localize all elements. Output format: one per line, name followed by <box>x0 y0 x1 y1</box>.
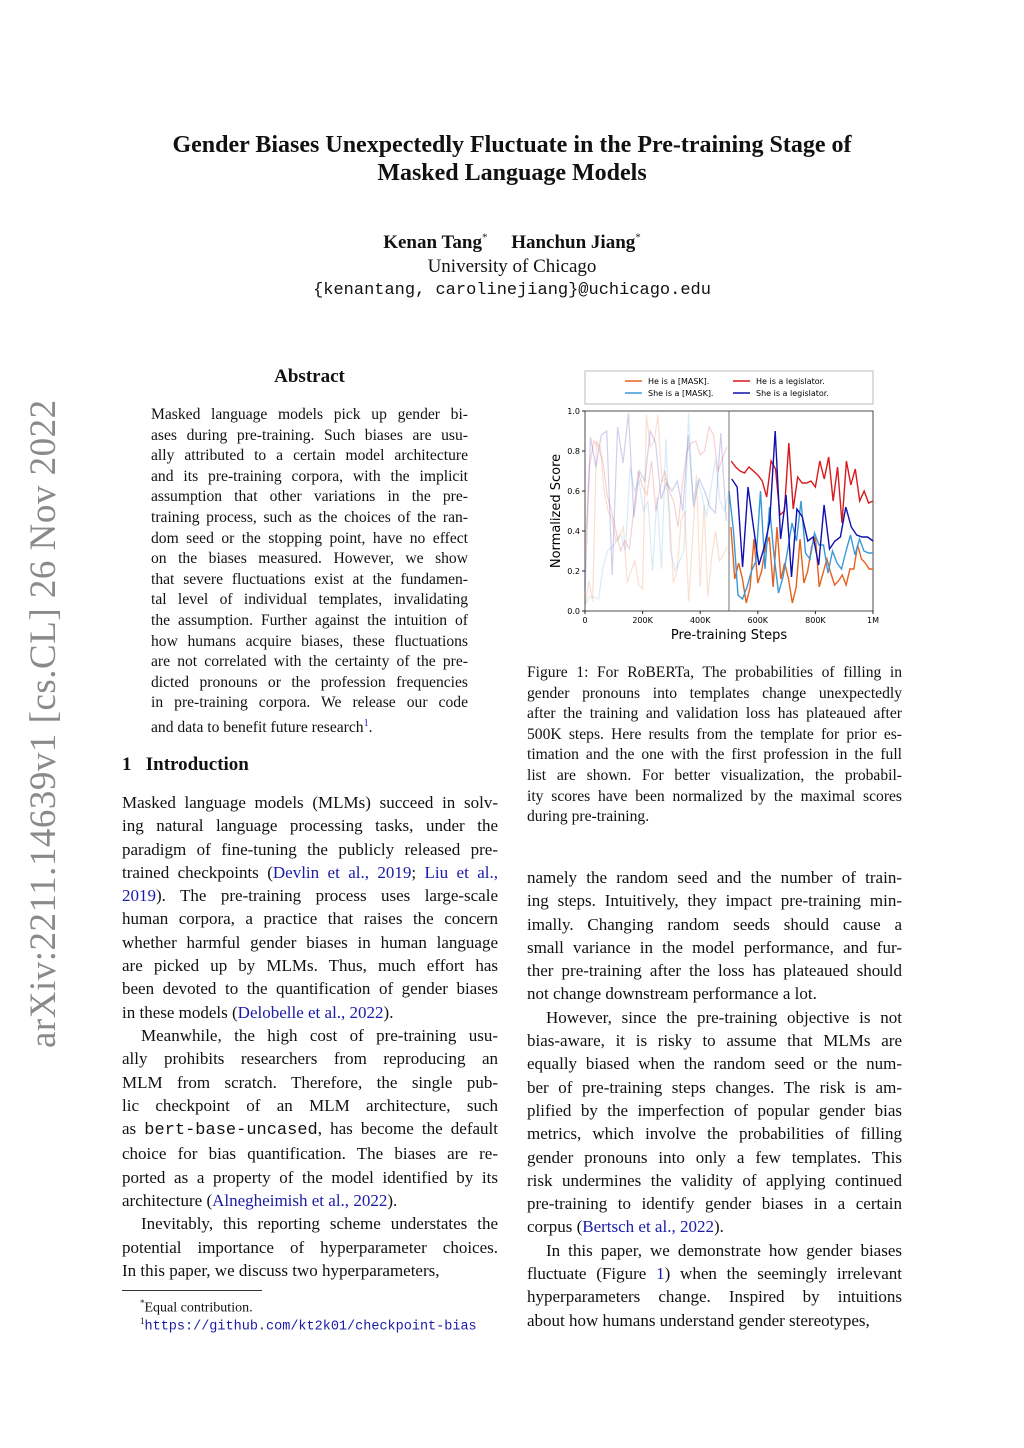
text-line: equally biased when the random seed or the num- <box>527 1054 902 1074</box>
text-line: gender pronouns into templates change unexpectedly <box>527 684 902 702</box>
code-link[interactable]: https://github.com/kt2k01/checkpoint-bias <box>144 1319 477 1335</box>
author-1: Kenan Tang* <box>383 232 488 254</box>
text-line: not change downstream performance a lot. <box>527 984 817 1004</box>
text-line: gender pronouns into only a few templates. This <box>527 1147 902 1167</box>
citation-link[interactable]: Bertsch et al., <box>582 1217 676 1237</box>
text-line: paradigm of fine-tuning the publicly released pre- <box>122 839 498 859</box>
text-line: and data to benefit future research$^1$. <box>151 717 373 737</box>
text-line: timation and the one with the first profession in the full <box>527 746 902 764</box>
x-tick-label: 800K <box>805 616 826 625</box>
section-heading: 1 Introduction <box>122 754 249 775</box>
text-line: Masked language models (MLMs) succeed in solv- <box>122 793 498 812</box>
text-line: ally prohibits researchers from reproducing an <box>122 1049 498 1069</box>
author-block <box>0 226 1024 303</box>
x-tick-label: 0 <box>582 616 588 625</box>
text-line: Masked language models pick up gender bi- <box>151 406 468 423</box>
title-line: Gender Biases Unexpectedly Fluctuate in the Pre-training Stage of <box>172 132 852 158</box>
text-line: and its pre-training corpora, with the implicit <box>151 467 468 485</box>
title-line: Masked Language Models <box>377 160 647 186</box>
footnote-2: $^1$https://github.com/kt2k01/checkpoint-bias <box>140 1316 477 1335</box>
figure-caption <box>527 663 902 828</box>
arxiv-identifier: arXiv:2211.14639v1 [cs.CL] 26 Nov 2022 <box>23 399 64 1048</box>
citation-link[interactable]: Devlin et al., <box>272 862 369 882</box>
citation-link[interactable]: 2022 <box>353 1191 388 1211</box>
text-line: tal level of individual templates, invalidating <box>151 591 468 609</box>
y-tick-label: 0.2 <box>567 567 580 576</box>
citation-link[interactable]: 2019 <box>377 862 412 882</box>
text-line: in pre-training corpora. We release our code <box>151 694 468 712</box>
citation-link[interactable]: 2022 <box>349 1002 384 1022</box>
y-tick-label: 0.6 <box>567 487 580 496</box>
text-line: ally attributed to a certain model architecture <box>151 447 468 465</box>
text-line: the assumption. Further against the intuition of <box>151 611 468 629</box>
legend-label: He is a [MASK]. <box>648 377 710 386</box>
text-line: ber of pre-training steps changes. The risk is am- <box>527 1077 902 1097</box>
y-tick-label: 0.8 <box>567 447 580 456</box>
text-line: Meanwhile, the high cost of pre-training usu- <box>141 1025 498 1045</box>
text-line: dicted pronouns or the profession frequencies <box>151 673 468 691</box>
text-line: risk undermines the validity of applying continued <box>527 1170 902 1190</box>
text-line: been devoted to the quantification of gender biases <box>122 979 498 999</box>
y-tick-label: 0.4 <box>567 527 580 536</box>
paper-title <box>0 131 1024 187</box>
y-tick-label: 1.0 <box>567 407 580 416</box>
legend-label: She is a legislator. <box>756 389 829 398</box>
affiliation: University of Chicago <box>427 256 597 278</box>
text-line: during pre-training. <box>527 808 650 826</box>
text-line: In this paper, we demonstrate how gender biases <box>546 1240 902 1260</box>
text-line: that severe fluctuations exist at the fundamen- <box>151 570 468 588</box>
footnote-rule <box>122 1290 262 1291</box>
text-line: trained checkpoints (Devlin et al., 2019; Liu et al., <box>122 862 498 882</box>
text-line: ing natural language processing tasks, under the <box>122 816 498 836</box>
text-line: choice for bias quantification. The biases are re- <box>122 1144 498 1164</box>
x-tick-label: 400K <box>689 616 711 625</box>
text-line: human corpora, a practice that raises the concern <box>122 909 498 929</box>
text-line: after the training and validation loss has plateaued after <box>527 705 902 723</box>
text-line: are picked up by MLMs. Thus, much effort has <box>122 956 498 976</box>
text-line: fluctuate (Figure 1) when the seemingly irrelevant <box>527 1264 902 1284</box>
text-line: hyperparameters change. Inspired by intuitions <box>527 1287 902 1307</box>
citation-link[interactable]: 2019 <box>122 886 156 906</box>
text-line: metrics, which involve the probabilities of filling <box>527 1124 902 1144</box>
right-column-text <box>527 866 902 1332</box>
text-line: However, since the pre-training objective is not <box>546 1007 902 1027</box>
text-line: Inevitably, this reporting scheme understates the <box>141 1214 498 1234</box>
text-line: in these models (Delobelle et al., 2022). <box>122 1002 394 1022</box>
author-emails: {kenantang, carolinejiang}@uchicago.edu <box>313 281 711 301</box>
text-line: ases during pre-training. Such biases are usu- <box>151 426 468 444</box>
figure-1-chart <box>540 365 890 647</box>
introduction-text <box>122 791 498 1282</box>
text-line: MLM from scratch. Therefore, the single pub- <box>122 1072 498 1092</box>
text-line: ing steps. Intuitively, they impact pre-training min- <box>527 891 902 911</box>
text-line: lic checkpoint of an MLM architecture, such <box>122 1095 498 1115</box>
footnote-1: *Equal contribution. <box>140 1298 253 1316</box>
text-line: assumption that other variations in the pre- <box>151 488 468 506</box>
text-line: about how humans understand gender stereotypes, <box>527 1310 870 1330</box>
text-line: potential importance of hyperparameter choices. <box>122 1237 498 1257</box>
text-line: bias-aware, it is risky to assume that MLMs are <box>527 1031 902 1051</box>
inline-code: bert-base-uncased <box>144 1121 318 1141</box>
text-line: plified by the imperfection of popular gender bias <box>527 1100 902 1120</box>
text-line: Figure 1: For RoBERTa, The probabilities of filling in <box>527 664 902 681</box>
abstract-text <box>151 405 468 739</box>
text-line: whether harmful gender biases in human language <box>122 932 498 952</box>
citation-link[interactable]: 1 <box>656 1264 665 1284</box>
text-line: ported as a property of the model identified by its <box>122 1167 498 1187</box>
text-line: on the biases measured. However, we show <box>151 550 468 568</box>
legend-label: She is a [MASK]. <box>648 389 714 398</box>
x-tick-label: 600K <box>747 616 769 625</box>
text-line: how humans acquire biases, these fluctuations <box>151 632 468 650</box>
text-line: namely the random seed and the number of train- <box>527 868 902 887</box>
text-line: as bert-base-uncased, has become the default <box>122 1119 498 1141</box>
text-line: dom seed or the stopping point, have no effect <box>151 529 468 547</box>
abstract-heading: Abstract <box>274 366 345 387</box>
text-line: ity scores have been normalized by the maximal scores <box>527 787 902 805</box>
y-tick-label: 0.0 <box>567 607 580 616</box>
footnote-marker[interactable]: 1 <box>363 717 369 729</box>
text-line: corpus (Bertsch et al., 2022). <box>527 1217 724 1237</box>
text-line: list are shown. For better visualization, the probabil- <box>527 766 902 784</box>
text-line: small variance in the model performance, and fur- <box>527 937 902 957</box>
y-axis-label: Normalized Score <box>549 453 564 569</box>
x-axis-label: Pre-training Steps <box>670 628 788 643</box>
citation-link[interactable]: Alnegheimish et al., <box>212 1191 350 1211</box>
text-line: architecture (Alnegheimish et al., 2022). <box>122 1191 398 1211</box>
text-line: In this paper, we discuss two hyperparameters, <box>122 1260 440 1280</box>
text-line: imally. Changing random seeds should cause a <box>527 914 902 934</box>
text-line: pre-training to identify gender biases in a certain <box>527 1194 902 1214</box>
text-line: 500K steps. Here results from the template for prior es- <box>527 725 902 743</box>
legend-label: He is a legislator. <box>756 377 825 386</box>
citation-link[interactable]: Liu et al., <box>424 862 498 882</box>
text-line: training process, such as the choices of the ran- <box>151 508 468 526</box>
text-line: ther pre-training after the loss has plateaued should <box>527 961 902 981</box>
author-2: Hanchun Jiang* <box>511 232 641 254</box>
x-tick-label: 1M <box>867 616 879 625</box>
x-tick-label: 200K <box>632 616 653 625</box>
citation-link[interactable]: 2022 <box>679 1217 714 1237</box>
chart-legend <box>585 371 873 404</box>
text-line: 2019). The pre-training process uses large-scale <box>122 886 498 906</box>
text-line: are not correlated with the certainty of the pre- <box>151 653 468 671</box>
citation-link[interactable]: Delobelle et al., <box>237 1002 346 1022</box>
